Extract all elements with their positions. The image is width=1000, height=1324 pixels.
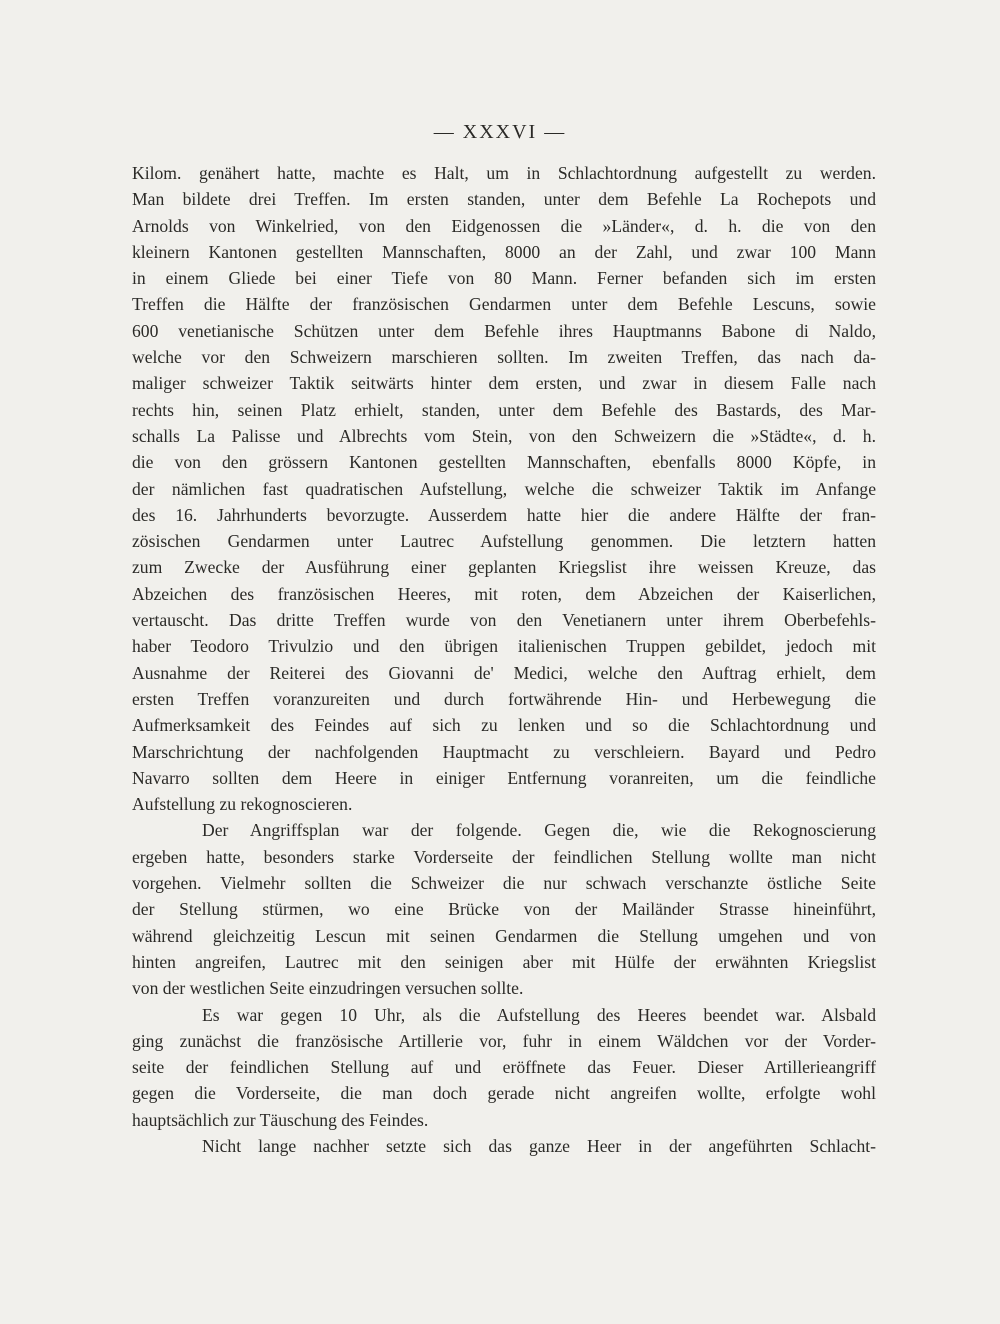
paragraph <box>132 1002 876 1133</box>
text-line: vorgehen. Vielmehr sollten die Schweizer die nur schwach verschanzte östliche Seite <box>132 873 876 894</box>
text-line: gegen die Vorderseite, die man doch gerade nicht angreifen wollte, erfolgte wohl <box>132 1083 876 1104</box>
text-line: haber Teodoro Trivulzio und den übrigen italienischen Truppen gebildet, jedoch mit <box>132 636 876 657</box>
text-line: Man bildete drei Treffen. Im ersten standen, unter dem Befehle La Rochepots und <box>132 189 876 210</box>
text-line: kleinern Kantonen gestellten Mannschaften, 8000 an der Zahl, und zwar 100 Mann <box>132 241 876 262</box>
text-line: ging zunächst die französische Artillerie vor, fuhr in einem Wäldchen vor der Vorder- <box>132 1030 876 1051</box>
paragraph <box>132 160 876 817</box>
text-line: des 16. Jahrhunderts bevorzugte. Ausserdem hatte hier die andere Hälfte der fran- <box>132 504 876 525</box>
text-line: Marschrichtung der nachfolgenden Hauptmacht zu verschleiern. Bayard und Pedro <box>132 741 876 762</box>
text-line: Aufstellung zu rekognoscieren. <box>132 794 353 815</box>
text-line: hinten angreifen, Lautrec mit den seinigen aber mit Hülfe der erwähnten Kriegslist <box>132 951 876 972</box>
paragraph <box>132 1133 876 1159</box>
text-line: während gleichzeitig Lescun mit seinen Gendarmen die Stellung umgehen und von <box>132 925 876 946</box>
text-line: vertauscht. Das dritte Treffen wurde von den Venetianern unter ihrem Oberbefehls- <box>132 610 876 631</box>
text-line: Ausnahme der Reiterei des Giovanni de' Medici, welche den Auftrag erhielt, dem <box>132 662 876 683</box>
text-line: seite der feindlichen Stellung auf und eröffnete das Feuer. Dieser Artillerieangriff <box>132 1057 876 1078</box>
text-line: maliger schweizer Taktik seitwärts hinter dem ersten, und zwar in diesem Falle nach <box>132 373 876 394</box>
text-line: der nämlichen fast quadratischen Aufstellung, welche die schweizer Taktik im Anfange <box>132 478 876 499</box>
page-number: — XXXVI — <box>433 121 567 143</box>
text-line: zösischen Gendarmen unter Lautrec Aufstellung genommen. Die letztern hatten <box>132 531 876 552</box>
text-line: Aufmerksamkeit des Feindes auf sich zu lenken und so die Schlachtordnung und <box>132 715 876 736</box>
text-line: Nicht lange nachher setzte sich das ganze Heer in der angeführten Schlacht- <box>202 1135 876 1156</box>
text-line: ergeben hatte, besonders starke Vorderseite der feindlichen Stellung wollte man nicht <box>132 846 876 867</box>
text-line: der Stellung stürmen, wo eine Brücke von der Mailänder Strasse hineinführt, <box>132 899 876 920</box>
text-line: die von den grössern Kantonen gestellten Mannschaften, ebenfalls 8000 Köpfe, in <box>132 452 876 473</box>
text-line: Navarro sollten dem Heere in einiger Entfernung voranreiten, um die feindliche <box>132 767 876 788</box>
text-line: von der westlichen Seite einzudringen versuchen sollte. <box>132 978 524 999</box>
text-line: schalls La Palisse und Albrechts vom Stein, von den Schweizern die »Städte«, d. h. <box>132 425 876 446</box>
text-line: Der Angriffsplan war der folgende. Gegen die, wie die Rekognoscierung <box>202 820 876 841</box>
body-text <box>132 160 876 1159</box>
paragraph <box>132 817 876 1001</box>
text-line: 600 venetianische Schützen unter dem Befehle ihres Hauptmanns Babone di Naldo, <box>132 320 876 341</box>
text-line: Treffen die Hälfte der französischen Gendarmen unter dem Befehle Lescuns, sowie <box>132 294 876 315</box>
text-line: Arnolds von Winkelried, von den Eidgenossen die »Länder«, d. h. die von den <box>132 215 876 236</box>
text-line: rechts hin, seinen Platz erhielt, standen, unter dem Befehle des Bastards, des Mar- <box>132 399 876 420</box>
text-line: Kilom. genähert hatte, machte es Halt, um in Schlachtordnung aufgestellt zu werden. <box>132 163 876 183</box>
text-line: welche vor den Schweizern marschieren sollten. Im zweiten Treffen, das nach da- <box>132 347 876 368</box>
text-line: ersten Treffen voranzureiten und durch fortwährende Hin- und Herbewegung die <box>132 688 876 709</box>
text-line: hauptsächlich zur Täuschung des Feindes. <box>132 1109 429 1130</box>
text-line: in einem Gliede bei einer Tiefe von 80 Mann. Ferner befanden sich im ersten <box>132 268 876 289</box>
text-line: Es war gegen 10 Uhr, als die Aufstellung des Heeres beendet war. Alsbald <box>202 1004 876 1025</box>
text-line: Abzeichen des französischen Heeres, mit roten, dem Abzeichen der Kaiserlichen, <box>132 583 876 604</box>
text-line: zum Zwecke der Ausführung einer geplanten Kriegslist ihre weissen Kreuze, das <box>132 557 876 578</box>
